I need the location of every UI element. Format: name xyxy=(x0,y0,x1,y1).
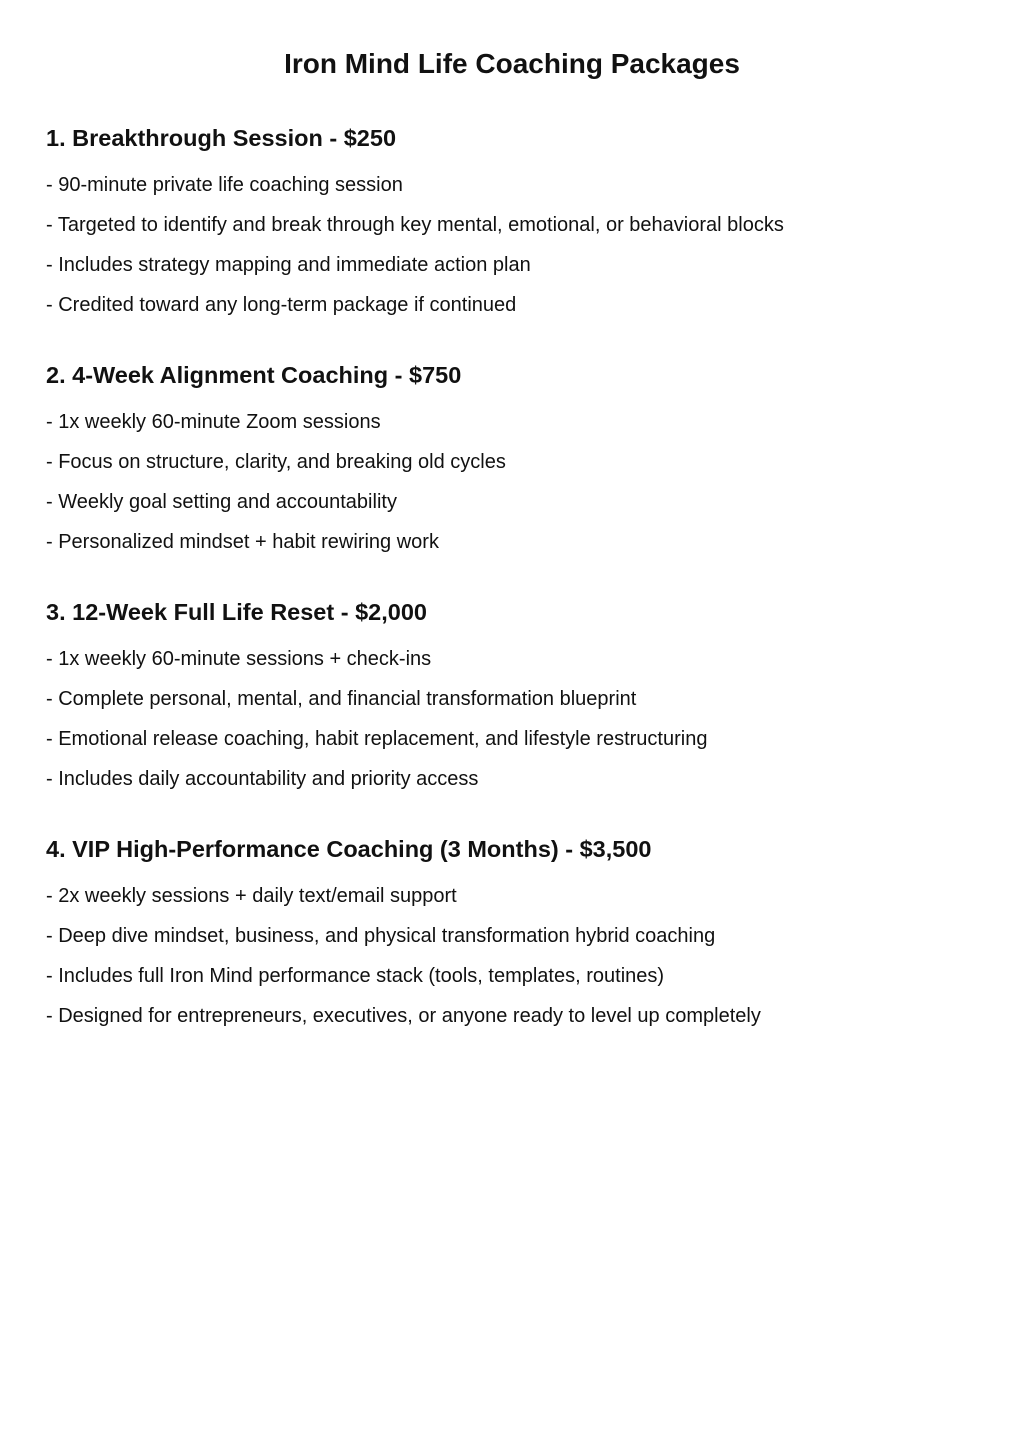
package-heading: 4. VIP High-Performance Coaching (3 Months) - $3,500 xyxy=(46,836,652,862)
package-feature: - 2x weekly sessions + daily text/email support xyxy=(46,885,457,907)
package-feature: - Deep dive mindset, business, and physical transformation hybrid coaching xyxy=(46,925,716,947)
package-feature: - Designed for entrepreneurs, executives, or anyone ready to level up completely xyxy=(46,1005,761,1027)
package-feature-list xyxy=(46,402,986,562)
package-full-life-reset xyxy=(46,592,986,799)
package-feature: - Weekly goal setting and accountability xyxy=(46,491,397,513)
package-feature: - Credited toward any long-term package if continued xyxy=(46,294,517,316)
package-feature: - Focus on structure, clarity, and breaking old cycles xyxy=(46,451,506,473)
package-alignment-coaching xyxy=(46,355,986,562)
page-title: Iron Mind Life Coaching Packages xyxy=(284,48,740,79)
package-heading: 2. 4-Week Alignment Coaching - $750 xyxy=(46,362,462,388)
package-feature: - 1x weekly 60-minute sessions + check-ins xyxy=(46,648,432,670)
package-heading: 1. Breakthrough Session - $250 xyxy=(46,125,397,151)
package-heading: 3. 12-Week Full Life Reset - $2,000 xyxy=(46,599,427,625)
package-breakthrough-session xyxy=(46,118,986,325)
package-feature-list xyxy=(46,876,986,1036)
package-feature: - 1x weekly 60-minute Zoom sessions xyxy=(46,411,381,433)
package-feature: - Includes strategy mapping and immediate action plan xyxy=(46,254,531,276)
package-feature: - Emotional release coaching, habit replacement, and lifestyle restructuring xyxy=(46,728,708,750)
package-feature: - Targeted to identify and break through key mental, emotional, or behavioral blocks xyxy=(46,214,784,236)
package-feature: - Personalized mindset + habit rewiring work xyxy=(46,531,439,553)
package-feature-list xyxy=(46,165,986,325)
package-feature: - 90-minute private life coaching session xyxy=(46,174,403,196)
package-vip-high-performance xyxy=(46,829,986,1036)
package-feature: - Includes full Iron Mind performance stack (tools, templates, routines) xyxy=(46,965,665,987)
package-list xyxy=(46,118,986,1066)
package-feature-list xyxy=(46,639,986,799)
package-feature: - Includes daily accountability and priority access xyxy=(46,768,479,790)
package-feature: - Complete personal, mental, and financial transformation blueprint xyxy=(46,688,637,710)
